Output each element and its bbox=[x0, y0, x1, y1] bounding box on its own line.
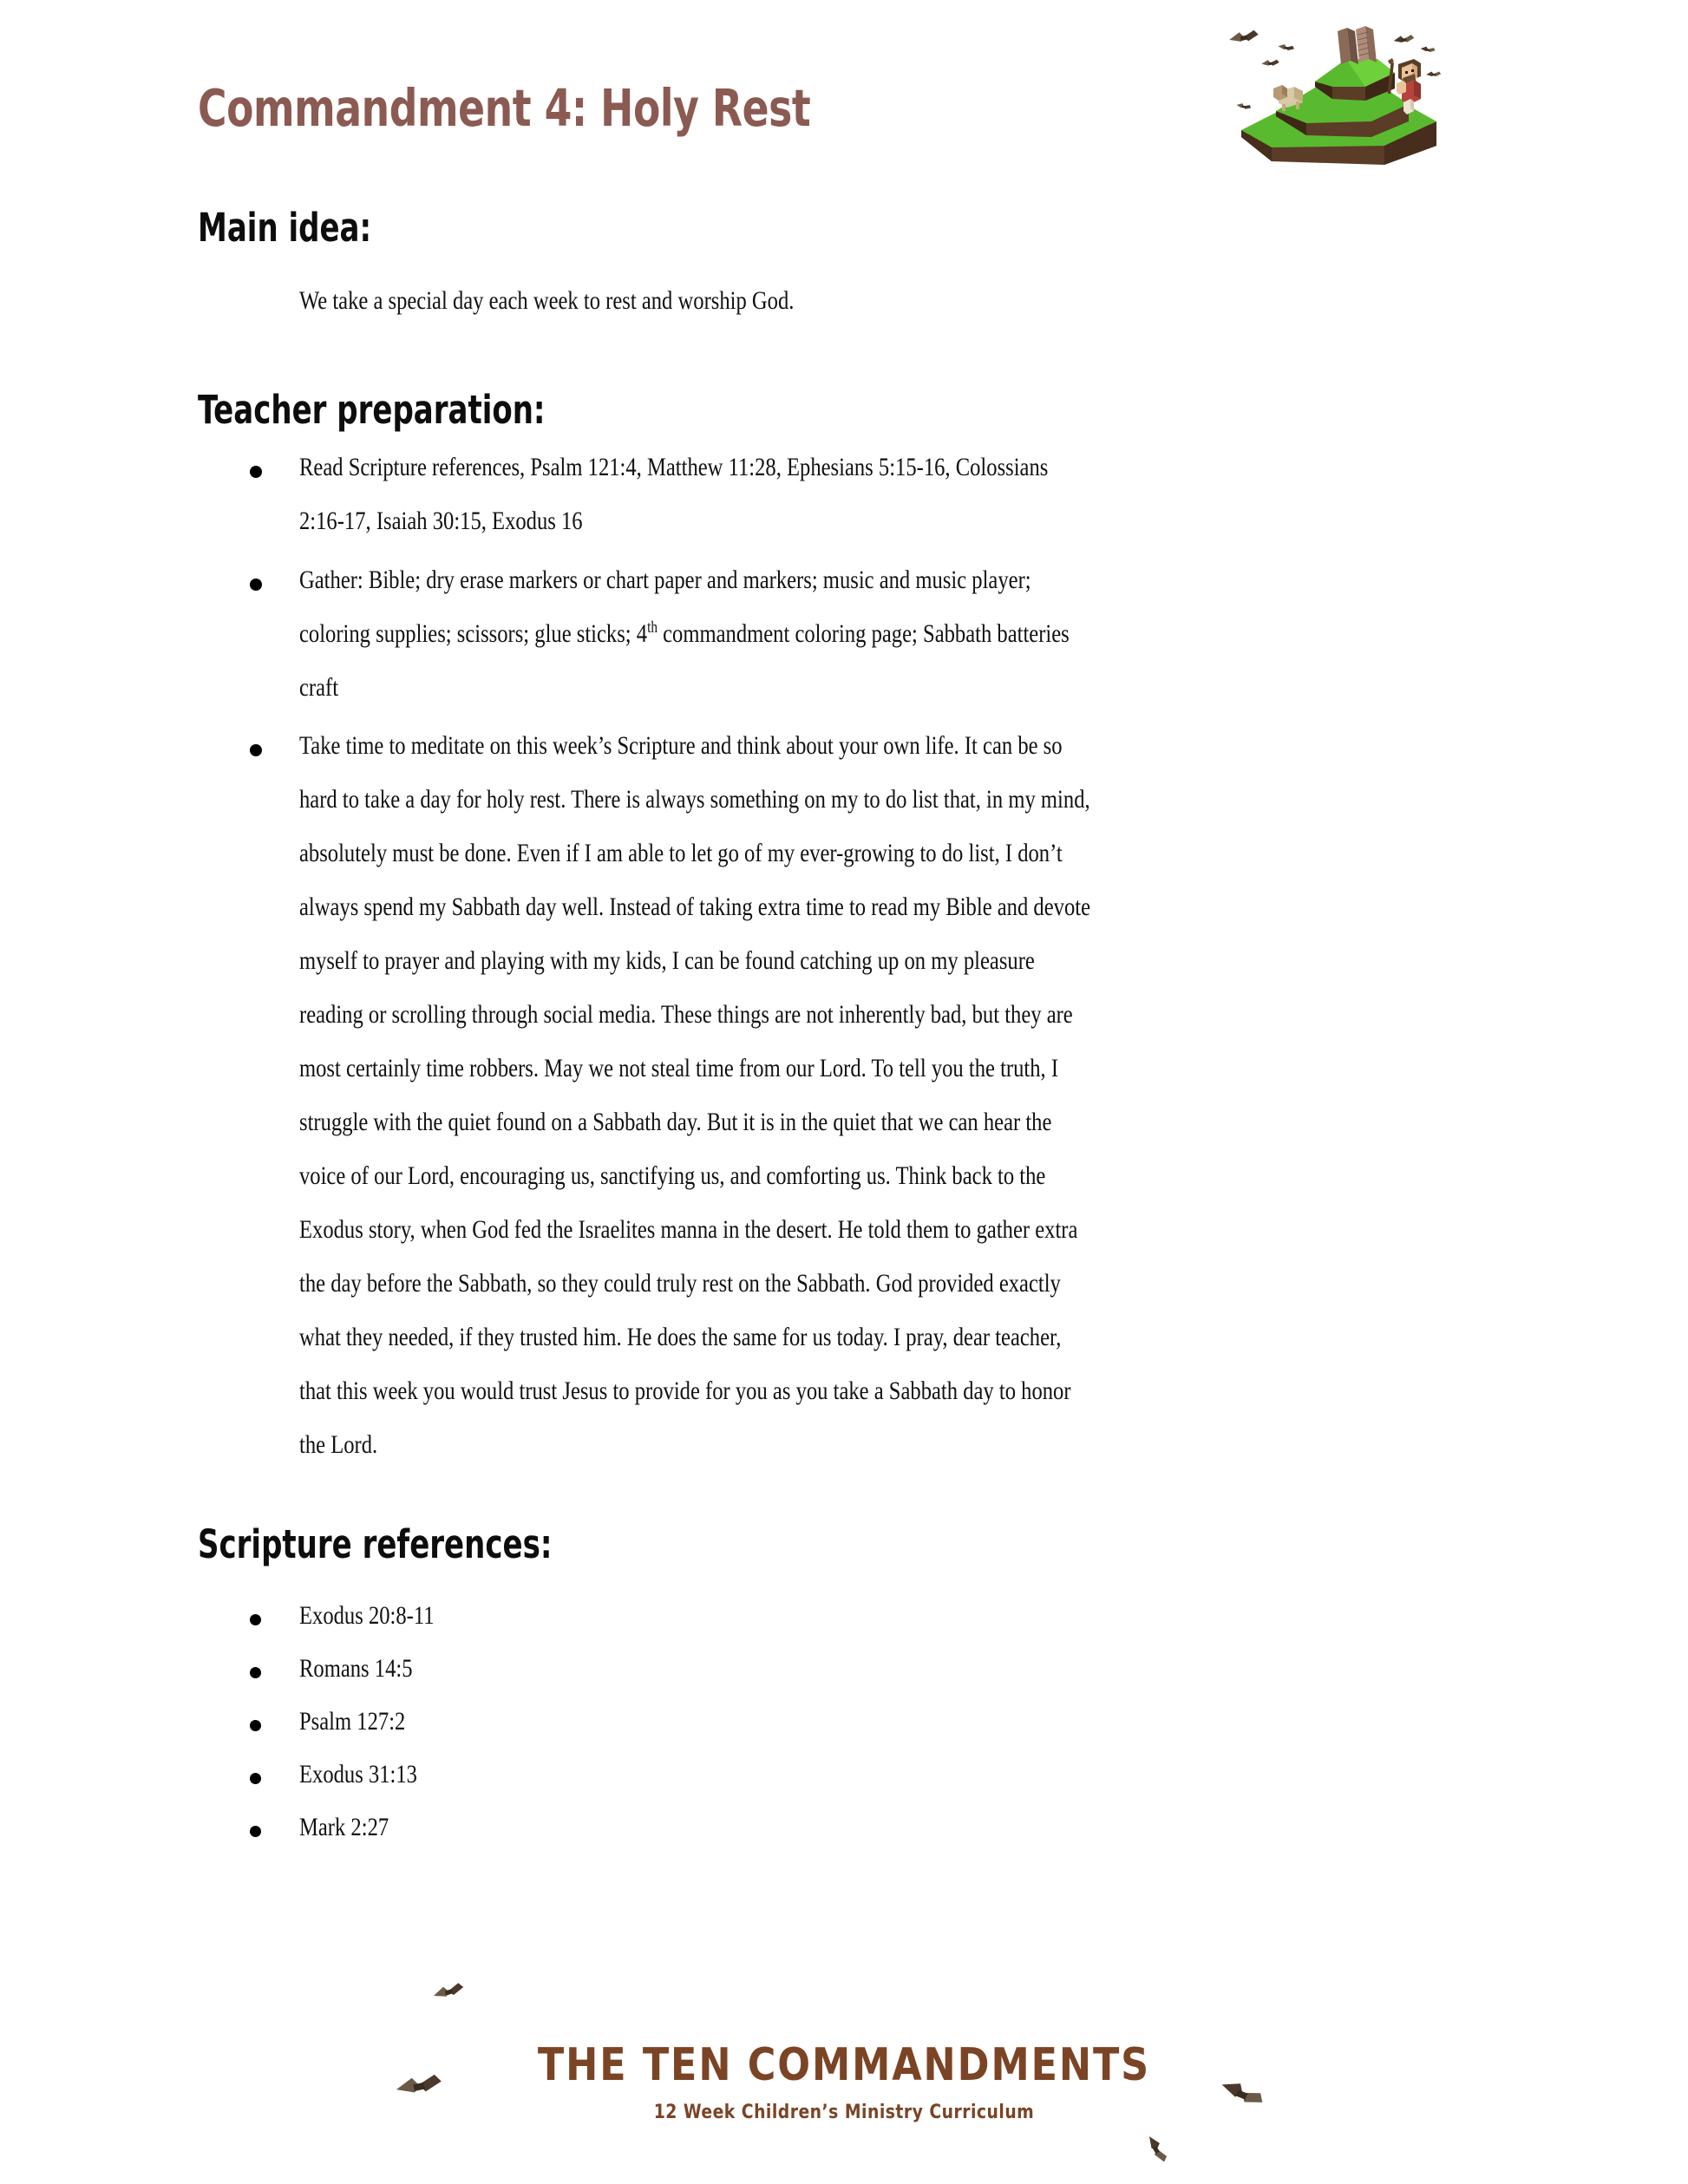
footer-logo bbox=[0, 1956, 1688, 2122]
bullet-dot-icon bbox=[250, 1667, 261, 1678]
page-footer bbox=[0, 1956, 1688, 2184]
list-item-text: Mark 2:27 bbox=[299, 1813, 389, 1841]
scripture-references-heading: Scripture references: bbox=[198, 1521, 553, 1567]
footer-subtitle: 12 Week Children’s Ministry Curriculum bbox=[653, 2102, 1035, 2123]
bullet-dot-icon bbox=[250, 579, 262, 591]
bullet-dot-icon bbox=[250, 1614, 261, 1625]
list-item-text: Read Scripture references, Psalm 121:4, Matthew 11:28, Ephesians 5:15-16, Colossians 2:16-17, Isaiah 30:15, Exodus 16 bbox=[299, 453, 1049, 535]
main-idea-text: We take a special day each week to rest and worship God. bbox=[299, 286, 795, 315]
bullet-dot-icon bbox=[250, 466, 262, 478]
page-title: Commandment 4: Holy Rest bbox=[198, 78, 811, 138]
list-item-text: Take time to meditate on this week’s Scripture and think about your own life. It can be so hard to take a day for holy rest. There is always something on my to do list that, in my mind, absolutely must be done. Even if I am able to let go of my ever-growing to do list, I don’t always spend my Sabbath day well. Instead of taking extra time to read my Bible and devote myself to prayer and playing with my kids, I can be found catching up on my pleasure reading or scrolling through social media. These things are not inherently bad, but they are most certainly time robbers. May we not steal time from our Lord. To tell you the truth, I struggle with the quiet found on a Sabbath day. But it is in the quiet that we can hear the voice of our Lord, encouraging us, sanctifying us, and comforting us. Think back to the Exodus story, when God fed the Israelites manna in the desert. He told them to gather extra the day before the Sabbath, so they could truly rest on the Sabbath. God provided exactly what they needed, if they trusted him. He does the same for us today. I pray, dear teacher, that this week you would trust Jesus to provide for you as you take a Sabbath day to honor the Lord. bbox=[299, 731, 1091, 1459]
main-idea-heading: Main idea: bbox=[198, 205, 372, 251]
list-item-text: Exodus 20:8-11 bbox=[299, 1601, 435, 1630]
bullet-dot-icon bbox=[250, 1720, 261, 1731]
bullet-dot-icon bbox=[250, 744, 262, 756]
list-item-text: Psalm 127:2 bbox=[299, 1707, 406, 1736]
list-item-text: Gather: Bible; dry erase markers or chart paper and markers; music and music player; coloring supplies; scissors; glue sticks; 4th commandment coloring page; Sabbath batteries craft bbox=[299, 566, 1070, 702]
footer-title: THE TEN COMMANDMENTS bbox=[537, 2039, 1151, 2091]
teacher-preparation-heading: Teacher preparation: bbox=[198, 387, 546, 433]
bullet-dot-icon bbox=[250, 1773, 261, 1784]
list-item-text: Exodus 31:13 bbox=[299, 1760, 417, 1788]
bullet-dot-icon bbox=[250, 1826, 261, 1837]
moses-on-mountain-icon bbox=[1176, 7, 1480, 180]
list-item-text: Romans 14:5 bbox=[299, 1654, 413, 1683]
